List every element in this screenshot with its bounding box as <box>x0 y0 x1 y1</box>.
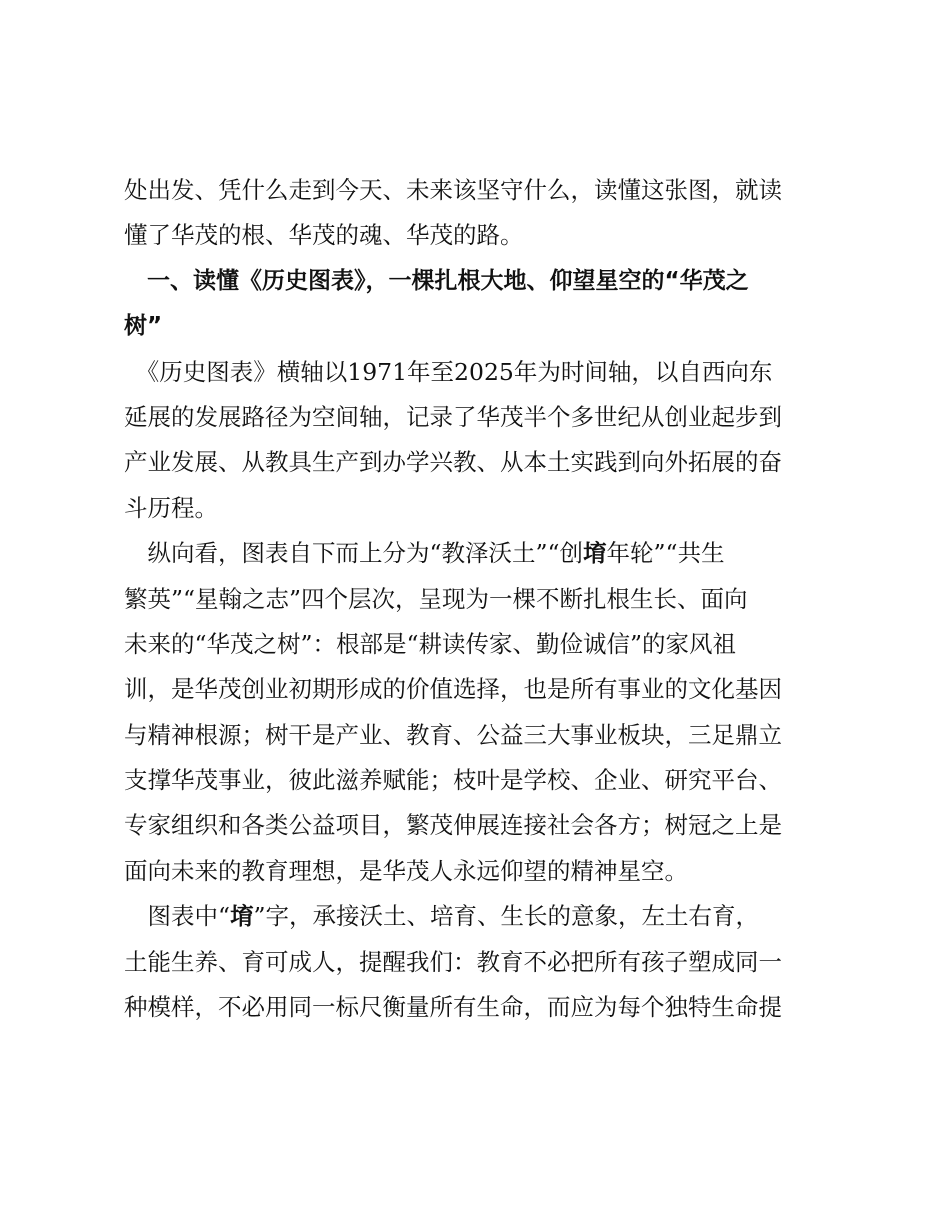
text-line: 处出发、凭什么走到今天、未来该坚守什么，读懂这张图，就读 <box>124 176 782 204</box>
body-text <box>124 168 824 1030</box>
text-line: 土能生养、育可成人，提醒我们：教育不必把所有孩子塑成同一 <box>124 947 782 976</box>
section-heading: 一、读懂《历史图表》，一棵扎根大地、仰望星空的“华茂之 <box>124 267 749 294</box>
text-line: 专家组织和各类公益项目，繁茂伸展连接社会各方；树冠之上是 <box>124 811 782 840</box>
text-line: 延展的发展路径为空间轴，记录了华茂半个多世纪从创业起步到 <box>124 402 782 431</box>
text-line: 训，是华茂创业初期形成的价值选择，也是所有事业的文化基因 <box>124 675 782 704</box>
text-line: 纵向看，图表自下而上分为“教泽沃土”“创堉年轮”“共生 <box>124 539 725 568</box>
text-line: 懂了华茂的根、华茂的魂、华茂的路。 <box>124 221 524 250</box>
text-line: 斗历程。 <box>124 493 218 522</box>
text-line: 面向未来的教育理想，是华茂人永远仰望的精神星空。 <box>124 856 688 885</box>
text-line: 图表中“堉”字，承接沃土、培育、生长的意象，左土右育， <box>124 902 760 931</box>
text-line: 繁英”“星翰之志”四个层次，呈现为一棵不断扎根生长、面向 <box>124 584 748 613</box>
text-line: 支撑华茂事业，彼此滋养赋能；枝叶是学校、企业、研究平台、 <box>124 766 782 795</box>
text-line: 《历史图表》横轴以1971年至2025年为时间轴，以自西向东 <box>124 357 773 386</box>
text-line: 未来的“华茂之树”：根部是“耕读传家、勤俭诚信”的家风祖 <box>124 629 737 658</box>
text-line: 产业发展、从教具生产到办学兴教、从本土实践到向外拓展的奋 <box>124 448 782 477</box>
emphasized-character: 堉 <box>230 902 254 931</box>
section-heading-continued: 树” <box>124 313 163 340</box>
emphasized-character: 堉 <box>583 539 607 568</box>
text-line: 种模样，不必用同一标尺衡量所有生命，而应为每个独特生命提 <box>124 993 782 1022</box>
text-line: 与精神根源；树干是产业、教育、公益三大事业板块，三足鼎立 <box>124 720 782 749</box>
